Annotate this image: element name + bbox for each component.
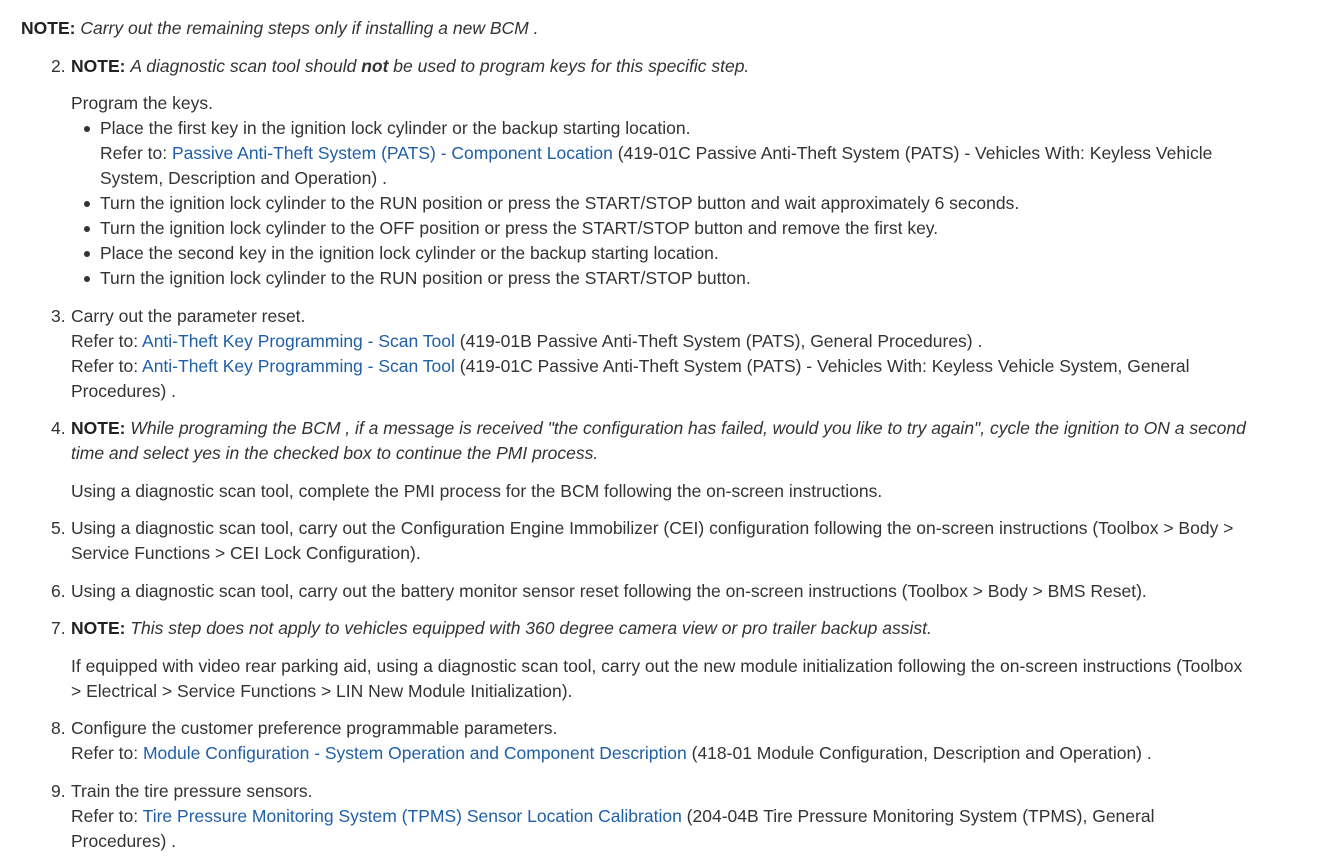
step-text: Carry out the parameter reset. (71, 306, 306, 326)
step-body (71, 579, 1251, 604)
step-number: 2. (51, 56, 66, 76)
step-number: 3. (51, 306, 66, 326)
step-number: 4. (51, 418, 66, 438)
ref-suffix: (419-01B Passive Anti-Theft System (PATS), General Procedures) . (454, 331, 983, 351)
step-body (71, 54, 1251, 291)
list-item: Turn the ignition lock cylinder to the RUN position or press the START/STOP button and wait approximately 6 seconds. (50, 191, 1251, 216)
step-text: Using a diagnostic scan tool, carry out the Configuration Engine Immobilizer (CEI) configuration following the on-screen instructions (Toolbox > Body > Service Functions > CEI Lock Configuration). (71, 518, 1234, 563)
note-text: While programing the BCM , if a message is received "the configuration has failed, would you like to try again", cycle the ignition to ON a second time and select yes in the checked box to continue the PMI process. (71, 418, 1246, 463)
note-label: NOTE: (71, 56, 126, 76)
reference (71, 741, 1251, 766)
reference (71, 354, 1251, 404)
step-number: 5. (51, 518, 66, 538)
note-text: This step does not apply to vehicles equipped with 360 degree camera view or pro trailer backup assist. (130, 618, 932, 638)
step-number: 6. (51, 581, 66, 601)
ref-suffix: (204-04B Tire Pressure Monitoring System (TPMS), General Procedures) . (71, 806, 1155, 851)
key-programming-link[interactable]: Anti-Theft Key Programming - Scan Tool (142, 331, 455, 351)
module-configuration-link[interactable]: Module Configuration - System Operation and Component Description (142, 743, 687, 763)
note-label: NOTE: (71, 418, 126, 438)
note-label: NOTE: (71, 618, 126, 638)
ref-prefix: Refer to: (71, 743, 143, 763)
note-text: A diagnostic scan tool should (130, 56, 362, 76)
list-item: Place the second key in the ignition lock cylinder or the backup starting location. (50, 241, 1251, 266)
note-text: Carry out the remaining steps only if installing a new BCM . (80, 18, 539, 38)
step-number: 9. (51, 781, 66, 801)
step-text: Configure the customer preference programmable parameters. (71, 718, 558, 738)
key-program-list (50, 116, 1251, 291)
ref-suffix: (418-01 Module Configuration, Description and Operation) . (686, 743, 1152, 763)
reference (71, 329, 1251, 354)
ref-suffix: (419-01C Passive Anti-Theft System (PATS) - Vehicles With: Keyless Vehicle System, General Procedures) . (71, 356, 1190, 401)
step-text: Using a diagnostic scan tool, carry out the battery monitor sensor reset following the on-screen instructions (Toolbox > Body > BMS Reset). (71, 581, 1147, 601)
step-number: 8. (51, 718, 66, 738)
reference (71, 804, 1251, 854)
tpms-calibration-link[interactable]: Tire Pressure Monitoring System (TPMS) Sensor Location Calibration (142, 806, 682, 826)
step-note (71, 54, 1251, 79)
note-text-continued: be used to program keys for this specific step. (388, 56, 750, 76)
key-programming-link[interactable]: Anti-Theft Key Programming - Scan Tool (142, 356, 455, 376)
note-label: NOTE: (21, 18, 76, 38)
pats-component-location-link[interactable]: Passive Anti-Theft System (PATS) - Component Location (171, 143, 613, 163)
reference (100, 143, 1212, 188)
step-text: Program the keys. (71, 93, 213, 113)
step-body (71, 616, 1251, 704)
ref-prefix: Refer to: (71, 806, 143, 826)
bullet-text: Place the first key in the ignition lock cylinder or the backup starting location. (100, 118, 691, 138)
step-body (71, 416, 1251, 504)
step-number: 7. (51, 618, 66, 638)
ref-suffix: (419-01C Passive Anti-Theft System (PATS) - Vehicles With: Keyless Vehicle System, Description and Operation) . (100, 143, 1213, 188)
list-item: Turn the ignition lock cylinder to the RUN position or press the START/STOP button. (50, 266, 1251, 291)
step-body (71, 779, 1251, 854)
step-text: Using a diagnostic scan tool, complete the PMI process for the BCM following the on-screen instructions. (71, 481, 883, 501)
step-note (71, 416, 1251, 466)
ref-prefix: Refer to: (100, 143, 172, 163)
step-text: Train the tire pressure sensors. (71, 781, 313, 801)
step-body (71, 304, 1251, 404)
step-note (71, 616, 1251, 641)
step-body (71, 516, 1251, 566)
step-body (71, 716, 1251, 766)
step-text: If equipped with video rear parking aid, using a diagnostic scan tool, carry out the new module initialization following the on-screen instructions (Toolbox > Electrical > Service Functions > LIN New Module Initialization). (71, 656, 1243, 701)
list-item: Turn the ignition lock cylinder to the OFF position or press the START/STOP button and remove the first key. (50, 216, 1251, 241)
list-item (50, 116, 1251, 191)
top-note (21, 16, 538, 41)
ref-prefix: Refer to: (71, 331, 143, 351)
ref-prefix: Refer to: (71, 356, 143, 376)
note-emphasis: not (361, 56, 389, 76)
